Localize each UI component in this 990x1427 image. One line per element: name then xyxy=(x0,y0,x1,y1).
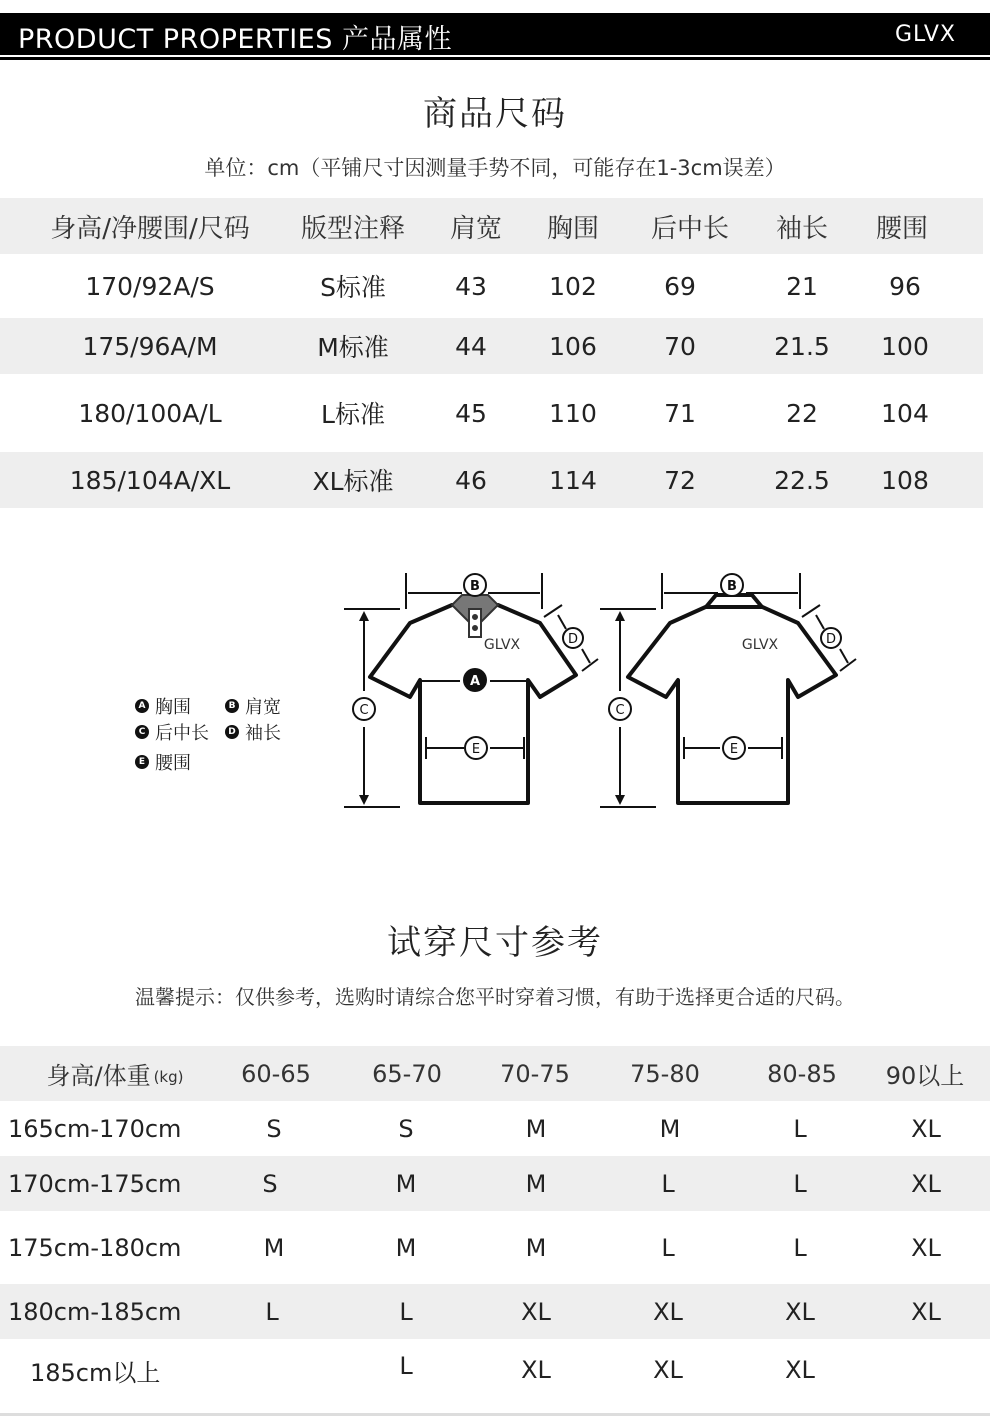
col-header: 90以上 xyxy=(885,1062,965,1090)
table-row xyxy=(0,1211,990,1284)
legend-item xyxy=(135,749,191,775)
table-cell: S xyxy=(398,1114,414,1143)
table-cell: 22 xyxy=(786,398,818,428)
table-row xyxy=(0,318,983,374)
table-cell: 43 xyxy=(455,271,487,301)
back-shirt-logo: GLVX xyxy=(741,637,779,653)
table-cell: 72 xyxy=(664,465,696,495)
col-header: 肩宽 xyxy=(449,213,502,244)
table-cell: 100 xyxy=(881,331,929,361)
col-header: 胸围 xyxy=(546,213,599,244)
row-header: 185cm以上 xyxy=(30,1358,161,1387)
fit-tip: 温馨提示：仅供参考，选购时请综合您平时穿着习惯，有助于选择更合适的尺码。 xyxy=(135,985,855,1009)
table-cell: M标准 xyxy=(317,333,389,362)
table-cell xyxy=(876,1339,976,1401)
table-cell: 46 xyxy=(455,465,487,495)
table-cell: XL xyxy=(653,1297,683,1326)
table-cell: M xyxy=(525,1233,547,1262)
table-cell: 21 xyxy=(786,271,818,301)
table-cell: L xyxy=(793,1233,807,1262)
table-cell: S xyxy=(262,1169,278,1198)
table-row xyxy=(0,1284,990,1339)
table-cell: L xyxy=(793,1169,807,1198)
row-header: 175cm-180cm xyxy=(8,1233,182,1262)
size-table-header xyxy=(0,198,983,254)
legend-item xyxy=(225,719,281,745)
col-header: 65-70 xyxy=(372,1059,442,1088)
legend-item xyxy=(225,693,281,719)
bottom-divider xyxy=(0,1413,990,1416)
table-row xyxy=(0,374,983,452)
table-cell: S标准 xyxy=(320,273,386,302)
marker-b-label: B xyxy=(470,579,480,594)
table-cell: 170/92A/S xyxy=(85,271,215,301)
table-cell: 21.5 xyxy=(774,331,830,361)
table-cell xyxy=(224,1339,324,1401)
table-cell: L xyxy=(265,1297,279,1326)
marker-e-label: E xyxy=(729,742,739,757)
table-cell: L xyxy=(661,1169,675,1198)
marker-a-label: A xyxy=(469,674,481,689)
table-cell: XL xyxy=(653,1356,683,1384)
table-cell: 110 xyxy=(549,398,597,428)
col-header: 袖长 xyxy=(775,213,828,244)
table-cell: XL xyxy=(785,1297,815,1326)
table-cell: 108 xyxy=(881,465,929,495)
marker-c-icon: C xyxy=(135,725,149,739)
table-row xyxy=(0,1339,990,1401)
table-cell: M xyxy=(525,1169,547,1198)
table-row xyxy=(0,1156,990,1211)
row-header: 180cm-185cm xyxy=(8,1297,182,1326)
col-header: 60-65 xyxy=(241,1059,311,1088)
marker-d-icon: D xyxy=(225,725,239,739)
table-cell: XL标准 xyxy=(312,467,394,496)
legend-label: 腰围 xyxy=(155,753,191,774)
table-row xyxy=(0,1101,990,1156)
table-cell: M xyxy=(395,1169,417,1198)
table-cell: L xyxy=(399,1352,413,1380)
table-cell: 104 xyxy=(881,398,929,428)
table-cell: XL xyxy=(911,1169,941,1198)
front-collar xyxy=(452,595,498,637)
legend-label: 胸围 xyxy=(155,697,191,718)
table-cell: M xyxy=(395,1233,417,1262)
table-cell: XL xyxy=(521,1297,551,1326)
col-header: 身高/净腰围/尺码 xyxy=(50,213,250,244)
col-header: 版型注释 xyxy=(300,213,405,244)
marker-e-label: E xyxy=(471,742,481,757)
table-cell: XL xyxy=(911,1297,941,1326)
corner-header: 身高/体重 (kg) xyxy=(46,1062,184,1090)
table-cell: 22.5 xyxy=(774,465,830,495)
header-bar xyxy=(0,13,990,55)
table-cell: 114 xyxy=(549,465,597,495)
table-cell: L xyxy=(661,1233,675,1262)
table-cell: 102 xyxy=(549,271,597,301)
brand-logo: GLVX xyxy=(894,22,956,47)
table-cell: 70 xyxy=(664,331,696,361)
table-cell: M xyxy=(263,1233,285,1262)
table-cell: 96 xyxy=(889,271,921,301)
table-cell: XL xyxy=(521,1356,551,1384)
table-cell: 180/100A/L xyxy=(78,398,222,428)
marker-b-label: B xyxy=(727,579,737,594)
table-cell: L xyxy=(793,1114,807,1143)
header-divider xyxy=(0,57,990,60)
marker-b-icon: B xyxy=(225,699,239,713)
marker-c-label: C xyxy=(615,703,625,718)
fit-section-title: 试穿尺寸参考 xyxy=(387,923,603,963)
table-cell: L xyxy=(399,1297,413,1326)
col-header: 腰围 xyxy=(875,213,928,244)
col-header: 后中长 xyxy=(650,213,729,244)
legend-label: 后中长 xyxy=(155,723,209,744)
table-cell: XL xyxy=(911,1114,941,1143)
legend-label: 肩宽 xyxy=(245,697,281,718)
row-header: 170cm-175cm xyxy=(8,1169,182,1198)
marker-e-icon: E xyxy=(135,755,149,769)
marker-d-label: D xyxy=(567,632,579,647)
size-table xyxy=(0,198,983,508)
front-shirt-logo: GLVX xyxy=(483,637,521,653)
table-cell: S xyxy=(266,1114,282,1143)
table-cell: L标准 xyxy=(321,400,385,429)
table-row xyxy=(0,452,983,508)
legend-item xyxy=(135,719,209,745)
back-shirt-outline xyxy=(628,605,836,803)
col-header: 80-85 xyxy=(767,1059,837,1088)
table-cell: 69 xyxy=(664,271,696,301)
table-cell: 71 xyxy=(664,398,696,428)
fit-table xyxy=(0,1046,990,1401)
fit-table-header xyxy=(0,1046,990,1101)
table-cell: XL xyxy=(785,1356,815,1384)
legend-label: 袖长 xyxy=(245,723,281,744)
size-unit-note: 单位：cm（平铺尺寸因测量手势不同，可能存在1-3cm误差） xyxy=(204,156,786,180)
table-cell: XL xyxy=(911,1233,941,1262)
size-section-title: 商品尺码 xyxy=(423,94,567,134)
marker-c-label: C xyxy=(359,703,369,718)
marker-d-label: D xyxy=(825,632,837,647)
shirt-measurement-diagram xyxy=(330,565,870,825)
table-cell: 45 xyxy=(455,398,487,428)
table-cell: 175/96A/M xyxy=(82,331,218,361)
col-header: 70-75 xyxy=(500,1059,570,1088)
col-header: 75-80 xyxy=(630,1059,700,1088)
row-header: 165cm-170cm xyxy=(8,1114,182,1143)
table-cell: M xyxy=(659,1114,681,1143)
table-cell: 44 xyxy=(455,331,487,361)
header-title: PRODUCT PROPERTIES 产品属性 xyxy=(18,24,452,55)
table-cell: M xyxy=(525,1114,547,1143)
table-cell: 106 xyxy=(549,331,597,361)
table-row xyxy=(0,254,983,318)
legend-item xyxy=(135,693,191,719)
table-cell: 185/104A/XL xyxy=(69,465,231,495)
marker-a-icon: A xyxy=(135,699,149,713)
